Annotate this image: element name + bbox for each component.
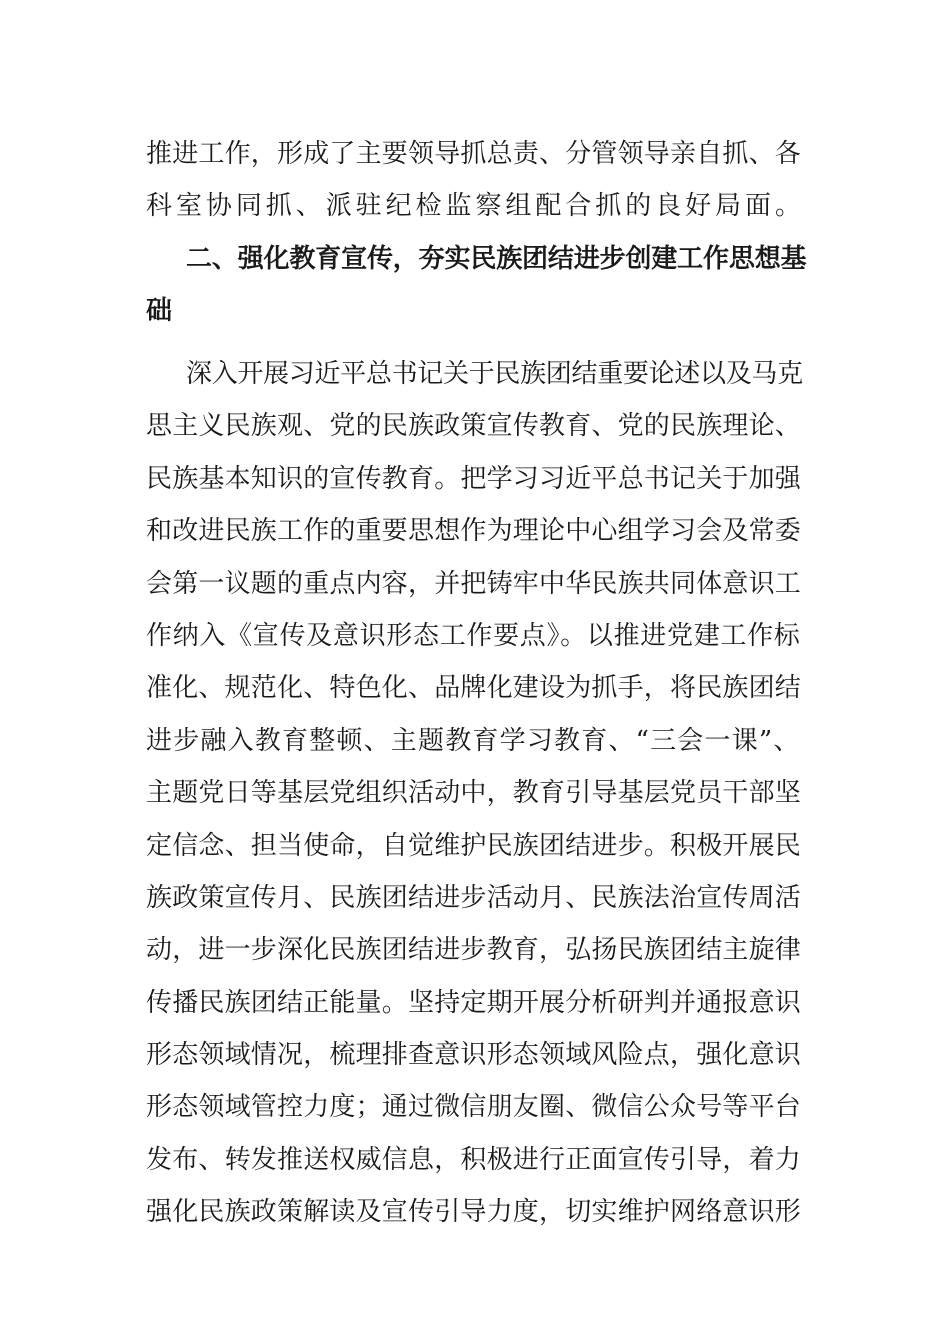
heading-line: 二、强化教育宣传，夯实民族团结进步创建工作思想基: [186, 244, 807, 274]
main-paragraph: [146, 348, 806, 1239]
paragraph-line: 主题党日等基层党组织活动中，教育引导基层党员干部坚: [146, 778, 802, 809]
paragraph-line: 科室协同抓、派驻纪检监察组配合抓的良好局面。: [146, 191, 805, 222]
paragraph-line: 作纳入《宣传及意识形态工作要点》。以推进党建工作标: [146, 620, 801, 651]
section-heading: [146, 233, 806, 338]
paragraph-line: 强化民族政策解读及宣传引导力度，切实维护网络意识形: [146, 1197, 802, 1228]
paragraph-line: 传播民族团结正能量。坚持定期开展分析研判并通报意识: [146, 987, 802, 1018]
paragraph-line: 进步融入教育整顿、主题教育学习教育、“三会一课”、: [146, 725, 801, 756]
heading-line: 础: [146, 296, 179, 327]
paragraph-line: 动，进一步深化民族团结进步教育，弘扬民族团结主旋律: [146, 935, 802, 966]
paragraph-line: 发布、转发推送权威信息，积极进行正面宣传引导，着力: [146, 1144, 802, 1175]
continued-paragraph: [146, 128, 806, 233]
paragraph-line: 会第一议题的重点内容，并把铸牢中华民族共同体意识工: [146, 568, 802, 599]
paragraph-line: 准化、规范化、特色化、品牌化建设为抓手，将民族团结: [146, 673, 802, 704]
paragraph-line: 深入开展习近平总书记关于民族团结重要论述以及马克: [186, 359, 803, 389]
paragraph-line: 思主义民族观、党的民族政策宣传教育、党的民族理论、: [146, 411, 802, 442]
paragraph-line: 民族基本知识的宣传教育。把学习习近平总书记关于加强: [146, 463, 802, 494]
paragraph-line: 形态领域管控力度；通过微信朋友圈、微信公众号等平台: [146, 1092, 802, 1123]
paragraph-line: 族政策宣传月、民族团结进步活动月、民族法治宣传周活: [146, 882, 802, 913]
paragraph-line: 推进工作，形成了主要领导抓总责、分管领导亲自抓、各: [146, 139, 802, 169]
paragraph-line: 形态领域情况，梳理排查意识形态领域风险点，强化意识: [146, 1040, 802, 1071]
paragraph-line: 定信念、担当使命，自觉维护民族团结进步。积极开展民: [146, 830, 802, 861]
paragraph-line: 和改进民族工作的重要思想作为理论中心组学习会及常委: [146, 516, 802, 547]
